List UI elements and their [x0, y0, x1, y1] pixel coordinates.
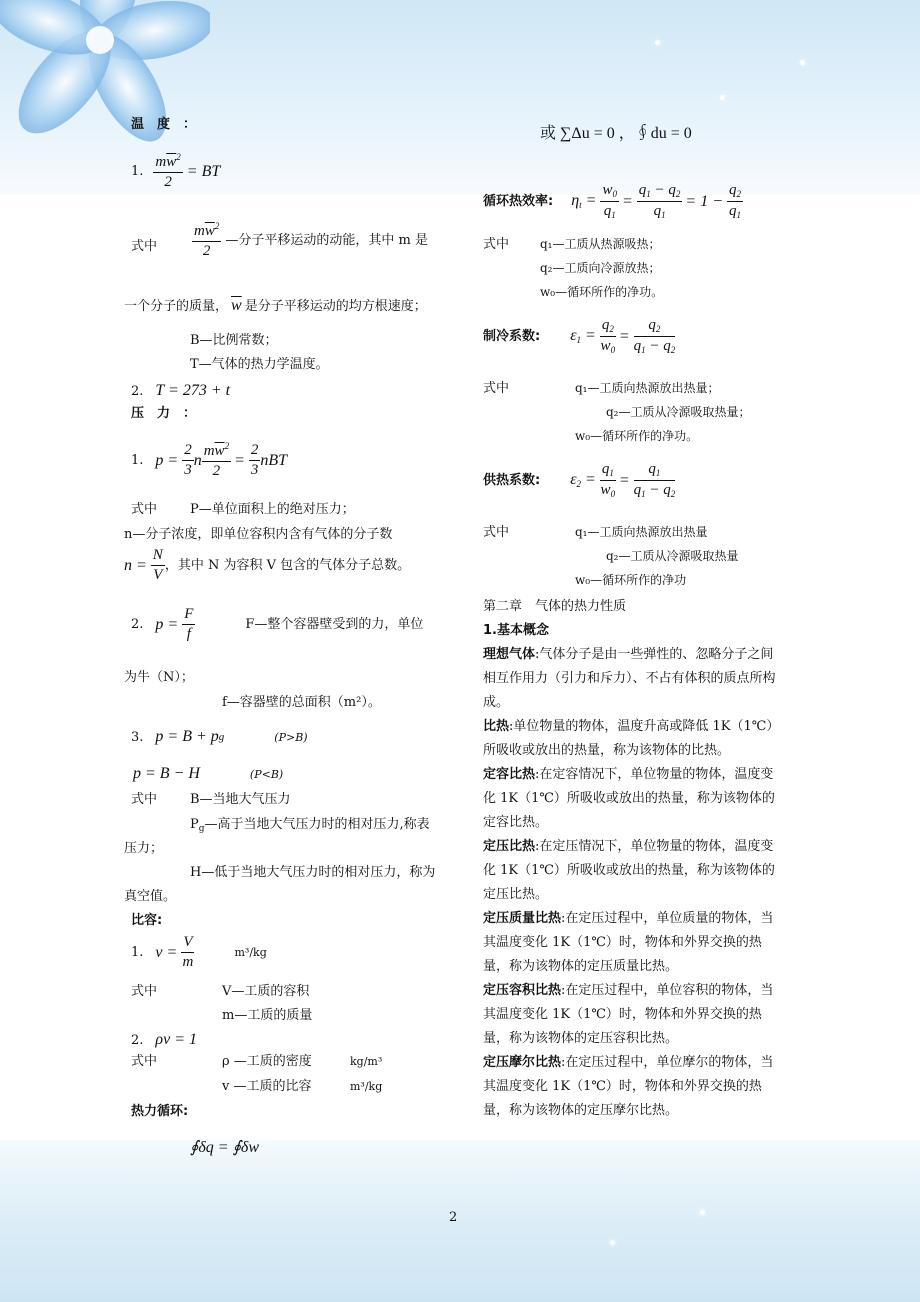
definition-text: :在定压过程中，单位摩尔的物体，当其温度变化 1K（1℃）时，物体和外界交换的热量，称为该物体的定压摩尔比热。 [483, 1055, 774, 1118]
item-number: 1. [131, 453, 144, 468]
refrigeration-q1-definition: q₁—工质向热源放出热量； [575, 381, 720, 395]
pressure-equation-3: 3. p = B + p g (P>B) [131, 728, 308, 745]
item-number: 2. [131, 617, 144, 632]
pressure-H-continuation: 真空值。 [124, 889, 177, 904]
term: 定压比热 [483, 839, 536, 854]
cv-definition [483, 763, 781, 835]
description-text: —高于当地大气压力时的相对压力,称表 [204, 817, 430, 832]
definition-text: :在定压过程中，单位质量的物体，当其温度变化 1K（1℃）时，物体和外界交换的热量，称为该物体的定压质量比热。 [483, 911, 774, 974]
sparkle-icon [610, 1240, 615, 1245]
thermal-cycle-equation: ∮δq = ∮δw [190, 1139, 260, 1156]
pressure-unit-text: 为牛（N）； [124, 670, 194, 685]
term: 定容比热 [483, 767, 536, 782]
cycle-equation-2: 或 ∑Δu = 0 ，∮du = 0 [540, 125, 692, 142]
section-title: 1.基本概念 [483, 623, 549, 638]
refrigeration-coefficient-label: 制冷系数: [483, 329, 541, 344]
symbol: P [190, 817, 199, 832]
heating-coefficient-label: 供热系数: [483, 473, 541, 488]
description-text: 一个分子的质量， [124, 299, 229, 314]
pressure-n-equation: n = $\frac{N}{V}$ ，其中 N 为容积 V 包含的气体分子总数。 [124, 547, 411, 583]
sparkle-icon [800, 60, 805, 65]
specific-heat-definition [483, 715, 781, 763]
ideal-gas-definition [483, 643, 781, 715]
item-number: 2. [131, 1032, 144, 1048]
pressure-f-definition: f—容器壁的总面积（m²）。 [222, 695, 381, 710]
where-label: 式中 [131, 502, 158, 517]
where-label: 式中 [131, 792, 158, 807]
definition-text: :在定压过程中，单位容积的物体，当其温度变化 1K（1℃）时，物体和外界交换的热量，称为该物体的定压容积比热。 [483, 983, 774, 1046]
temperature-description-1 [192, 222, 428, 259]
term: 定压容积比热 [483, 983, 562, 998]
pressure-P-definition: P—单位面积上的绝对压力； [190, 502, 355, 517]
specific-volume-m-definition: m—工质的质量 [222, 1008, 313, 1023]
term: 定压质量比热 [483, 911, 562, 926]
pressure-F-definition: F—整个容器壁受到的力，单位 [245, 617, 424, 632]
pressure-equation-1: 1. p = $\frac{2}{3}$ n $\frac{m\overline{w}^2}{2}$ = $\frac{2}{3}$ nBT [131, 441, 288, 479]
thermal-cycle-heading: 热力循环: [131, 1104, 189, 1119]
description-text: 是分子平移运动的均方根速度； [244, 299, 427, 314]
pressure-B-definition: B—当地大气压力 [190, 792, 291, 807]
refrigeration-q2-definition: q₂—工质从冷源吸取热量； [606, 405, 751, 419]
kinetic-energy-fraction: $\frac{m\overline{w}^2}{2}$ [155, 152, 181, 190]
efficiency-q1-definition: q₁—工质从热源吸热； [540, 237, 661, 251]
pressure-Pg-continuation: 压力； [124, 841, 164, 856]
cp-volume-definition [483, 979, 781, 1051]
specific-volume-unit: m³/kg [350, 1080, 383, 1093]
term: 定压摩尔比热 [483, 1055, 562, 1070]
equation: p = B + p [155, 728, 219, 745]
pressure-heading: 压 力 ： [131, 406, 197, 421]
temperature-equation-2 [131, 383, 230, 399]
temperature-heading: 温 度 ： [131, 117, 197, 132]
term: 理想气体 [483, 647, 536, 662]
kinetic-energy-fraction: $\frac{m\overline{w}^2}{2}$ [194, 221, 220, 259]
where-label: 式中 [131, 239, 158, 254]
item-number: 1. [131, 945, 144, 960]
description-text: —分子平移运动的动能，其中 m 是 [225, 233, 428, 248]
temperature-description-2 [124, 298, 427, 314]
where-label: 式中 [131, 1054, 158, 1069]
definition-text: :单位物量的物体，温度升高或降低 1K（1℃）所吸收或放出的热量，称为该物体的比热。 [483, 719, 780, 758]
sparkle-icon [655, 40, 660, 45]
density-unit: kg/m³ [350, 1055, 383, 1068]
temperature-T-definition: T—气体的热力学温度。 [190, 357, 329, 372]
equation: p = B − H [133, 765, 200, 782]
sparkle-icon [700, 1210, 705, 1215]
footer-band [0, 1140, 920, 1302]
rms-velocity-symbol: $\overline{w}$ [231, 297, 242, 314]
equation: T = 273 + t [155, 382, 231, 399]
where-label: 式中 [483, 237, 510, 252]
sparkle-icon [720, 95, 725, 100]
cp-mass-definition [483, 907, 781, 979]
equation: ρv = 1 [155, 1031, 197, 1048]
cycle-efficiency-formula: 循环热效率: $\eta_t$ = $\frac{w_0}{q_1}$ = $\frac{q_1 - q_2}{q_1}$ = 1 − $\frac{q_2}{q_1}$ [483, 182, 741, 220]
definition-text: :在定容情况下，单位物量的物体，温度变化 1K（1℃）所吸收或放出的热量，称为该物体的定容比热。 [483, 767, 775, 830]
item-number: 3. [131, 729, 144, 745]
specific-volume-definition: v —工质的比容 [222, 1079, 312, 1094]
condition-text: (P<B) [249, 767, 284, 781]
chapter-title: 第二章 气体的热力性质 [483, 599, 627, 614]
pressure-Pg-definition: $P_g—$高于当地大气压力时的相对压力,称表 [190, 817, 430, 834]
pressure-n-definition: n—分子浓度，即单位容积内含有气体的分子数 [124, 527, 393, 542]
cp-molar-definition [483, 1051, 781, 1123]
pressure-H-definition: H—低于当地大气压力时的相对压力，称为 [190, 865, 436, 880]
item-number: 1. [131, 164, 144, 179]
page-number: 2 [449, 1210, 458, 1225]
specific-volume-equation-1: 1. v = $\frac{V}{m}$ m³/kg [131, 934, 267, 970]
cycle-efficiency-label: 循环热效率: [483, 194, 554, 209]
where-label: 式中 [483, 381, 510, 396]
cp-definition [483, 835, 781, 907]
efficiency-q2-definition: q₂—工质向冷源放热； [540, 261, 661, 275]
unit-text: m³/kg [234, 946, 267, 959]
term: 比热 [483, 719, 510, 734]
where-label: 式中 [483, 525, 510, 540]
specific-volume-equation-2 [131, 1032, 197, 1048]
definition-text: :气体分子是由一些弹性的、忽略分子之间相互作用力（引力和斥力）、不占有体积的质点所构成。 [483, 647, 776, 710]
item-number: 2. [131, 383, 144, 399]
heating-w0-definition: w₀—循环所作的净功 [575, 573, 687, 587]
temperature-B-definition: B—比例常数； [190, 333, 278, 348]
pressure-equation-4 [133, 766, 283, 782]
specific-volume-heading: 比容: [131, 913, 163, 928]
efficiency-w0-definition: w₀—循环所作的净功。 [540, 285, 664, 299]
where-label: 式中 [131, 984, 158, 999]
density-definition: ρ —工质的密度 [222, 1054, 312, 1069]
heating-coefficient-formula: 供热系数: $\varepsilon_2$ = $\frac{q_1}{w_0}$ = $\frac{q_1}{q_1 - q_2}$ [483, 461, 676, 499]
equation-rhs: = BT [186, 162, 221, 180]
condition-text: (P>B) [274, 730, 308, 744]
refrigeration-w0-definition: w₀—循环所作的净功。 [575, 429, 699, 443]
description-text: ，其中 N 为容积 V 包含的气体分子总数。 [164, 558, 411, 573]
pressure-equation-2: 2. p = $\frac{F}{f}$ F—整个容器壁受到的力，单位 [131, 606, 424, 642]
temperature-equation-1 [131, 153, 220, 190]
specific-volume-V-definition: V—工质的容积 [222, 984, 310, 999]
heating-q1-definition: q₁—工质向热源放出热量 [575, 525, 708, 539]
heating-q2-definition: q₂—工质从冷源吸取热量 [606, 549, 739, 563]
refrigeration-coefficient-formula: 制冷系数: $\varepsilon_1$ = $\frac{q_2}{w_0}$ = $\frac{q_2}{q_1 - q_2}$ [483, 317, 676, 355]
definition-text: :在定压情况下，单位物量的物体，温度变化 1K（1℃）所吸收或放出的热量，称为该物体的定压比热。 [483, 839, 775, 902]
